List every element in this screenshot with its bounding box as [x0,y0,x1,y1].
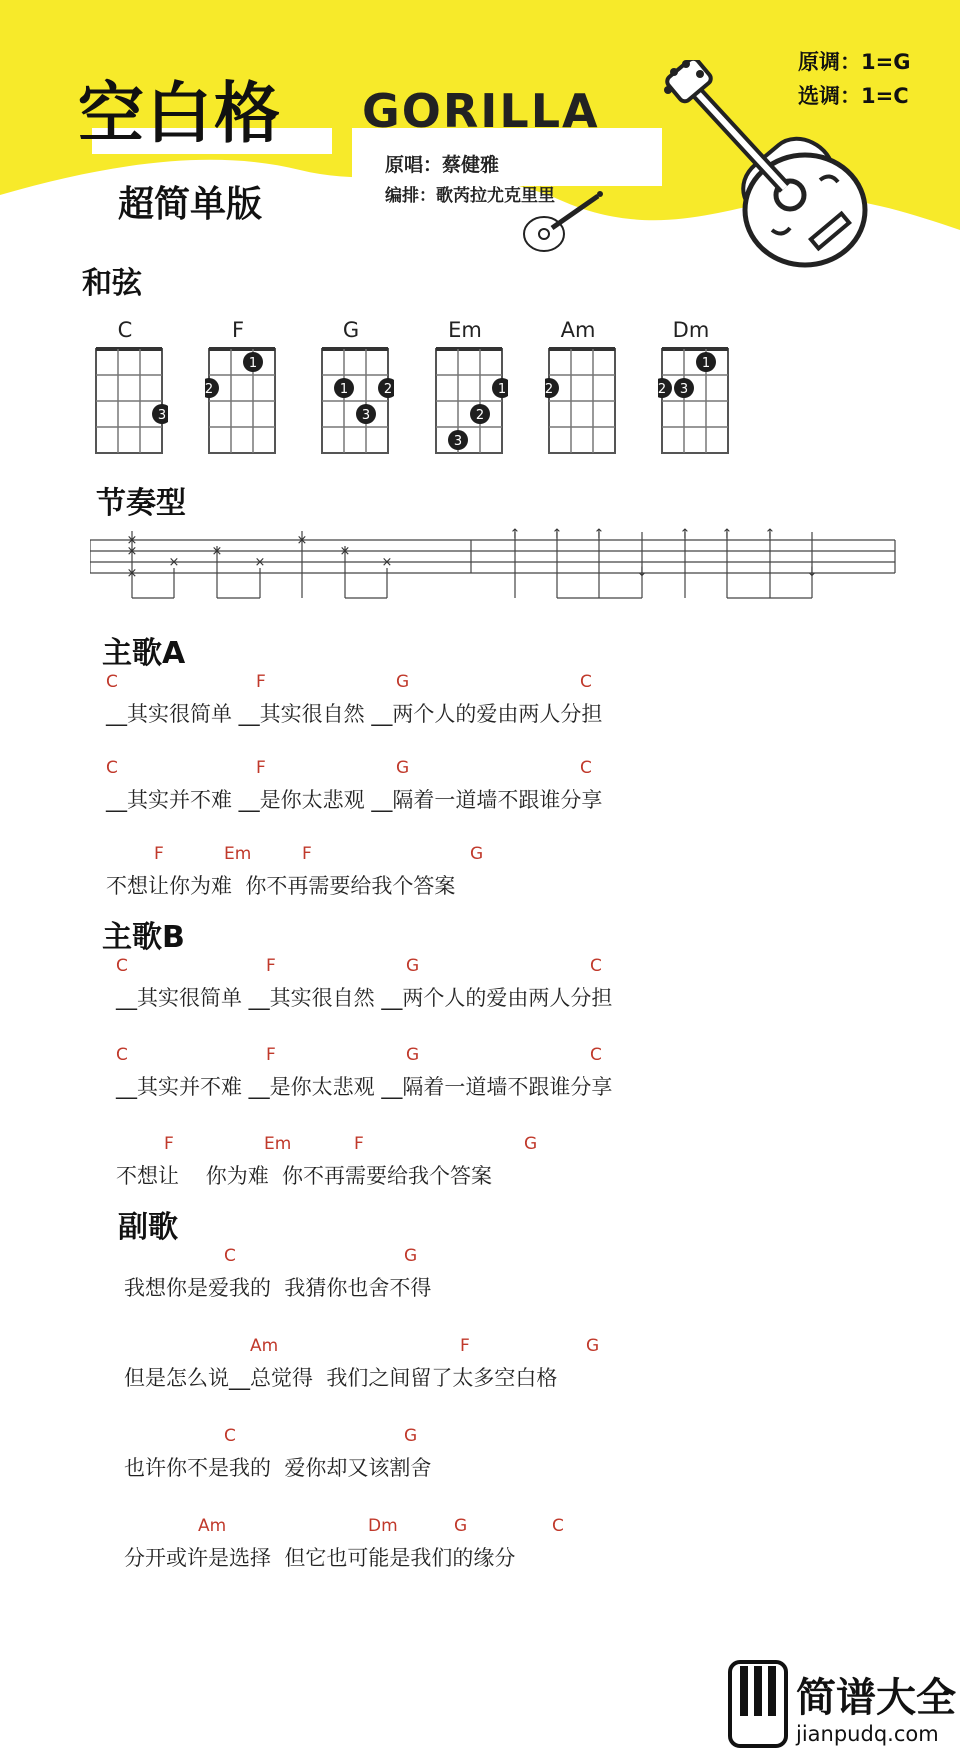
svg-text:↑: ↑ [764,528,776,542]
chord-diagram-c [92,345,168,457]
chord-label: Am [250,1336,279,1356]
svg-text:×: × [126,566,138,581]
chord-label: C [590,1045,602,1065]
guitar-icon [660,60,900,280]
chord-name-am: Am [560,318,596,342]
chord-diagram-em [432,345,508,457]
svg-text:2: 2 [545,382,554,397]
lyric-line: 分开或许是选择 但它也可能是我们的缘分 [124,1546,516,1570]
chord-diagram-am [545,345,621,457]
chord-label: Em [264,1134,292,1154]
chord-label: G [470,844,484,864]
chord-label: Am [198,1516,227,1536]
small-ukulele-icon [520,186,610,262]
chord-label: F [154,844,164,864]
chord-label: F [354,1134,364,1154]
chord-label: G [524,1134,538,1154]
lyric-line: 不想让你为难 你不再需要给我个答案 [106,874,456,898]
svg-text:×: × [126,544,138,559]
svg-text:×: × [211,544,223,559]
rhythm-pattern-staff [90,528,900,618]
svg-text:2: 2 [658,382,667,397]
svg-text:×: × [381,555,393,570]
chord-label: C [224,1426,236,1446]
svg-text:×: × [126,533,138,548]
song-title: 空白格 [78,75,282,152]
svg-text:3: 3 [679,382,689,397]
chord-label: G [404,1246,418,1266]
chord-label: C [224,1246,236,1266]
svg-text:1: 1 [248,356,258,371]
lyric-line: __其实很简单 __其实很自然 __两个人的爱由两人分担 [106,702,603,726]
svg-text:2: 2 [383,382,393,397]
chord-label: C [106,758,118,778]
chord-label: G [586,1336,600,1356]
band-logo: GORILLA [362,84,600,138]
arranger: 编排：歌芮拉尤克里里 [385,186,555,206]
section-title: 主歌A [102,636,186,671]
svg-text:↑: ↑ [721,528,733,542]
svg-text:↑: ↑ [551,528,563,542]
lyric-line: __其实并不难 __是你太悲观 __隔着一道墙不跟谁分享 [116,1075,613,1099]
chord-label: C [580,672,592,692]
svg-text:1: 1 [497,382,507,397]
chord-label: F [302,844,312,864]
section-title: 副歌 [118,1210,178,1245]
chord-label: C [106,672,118,692]
lyric-line: 但是怎么说__总觉得 我们之间留了太多空白格 [124,1366,558,1390]
chord-diagram-g [318,345,394,457]
chord-label: G [404,1426,418,1446]
chord-label: G [396,672,410,692]
selected-key: 选调：1=C [798,84,909,108]
chord-label: G [406,956,420,976]
chord-label: Em [224,844,252,864]
svg-text:↓: ↓ [806,565,818,580]
svg-text:1: 1 [339,382,349,397]
rhythm-section-title: 节奏型 [96,486,186,521]
lyric-line: __其实很简单 __其实很自然 __两个人的爱由两人分担 [116,986,613,1010]
svg-text:↑: ↑ [593,528,605,542]
chord-diagram-dm [658,345,734,457]
lyric-line: 也许你不是我的 爱你却又该割舍 [124,1456,432,1480]
chord-diagram-f [205,345,281,457]
chord-label: C [590,956,602,976]
original-singer: 原唱：蔡健雅 [385,154,500,176]
chord-name-dm: Dm [672,318,710,342]
song-subtitle: 超简单版 [118,184,263,225]
piano-logo-icon [728,1660,788,1748]
chord-label: F [266,956,276,976]
chord-label: G [396,758,410,778]
watermark-text: 简谱大全 [796,1675,956,1721]
chord-label: C [116,956,128,976]
svg-text:×: × [254,555,266,570]
svg-text:↑: ↑ [509,528,521,542]
svg-text:3: 3 [361,408,371,423]
chord-label: F [460,1336,470,1356]
chord-label: C [580,758,592,778]
svg-text:2: 2 [205,382,214,397]
chord-label: F [266,1045,276,1065]
lyric-line: 我想你是爱我的 我猜你也舍不得 [124,1276,432,1300]
watermark-url: jianpudq.com [796,1722,939,1746]
chord-name-c: C [117,318,133,342]
svg-text:2: 2 [475,408,485,423]
chord-name-em: Em [448,318,482,342]
chord-label: F [164,1134,174,1154]
chord-label: C [552,1516,564,1536]
chord-label: Dm [368,1516,398,1536]
chord-label: C [116,1045,128,1065]
svg-text:1: 1 [701,356,711,371]
chord-name-f: F [231,318,245,342]
chord-label: F [256,758,266,778]
chord-name-g: G [342,318,360,342]
lyric-line: 不想让 你为难 你不再需要给我个答案 [116,1164,493,1188]
section-title: 主歌B [102,920,185,955]
svg-text:↓: ↓ [636,565,648,580]
svg-text:3: 3 [157,408,167,423]
original-key: 原调：1=G [798,50,911,74]
svg-text:×: × [339,544,351,559]
chord-label: G [454,1516,468,1536]
svg-text:×: × [168,555,180,570]
chord-label: F [256,672,266,692]
lyric-line: __其实并不难 __是你太悲观 __隔着一道墙不跟谁分享 [106,788,603,812]
svg-text:3: 3 [453,434,463,449]
chords-section-title: 和弦 [82,266,142,301]
svg-text:↑: ↑ [679,528,691,542]
chord-label: G [406,1045,420,1065]
svg-text:×: × [296,533,308,548]
